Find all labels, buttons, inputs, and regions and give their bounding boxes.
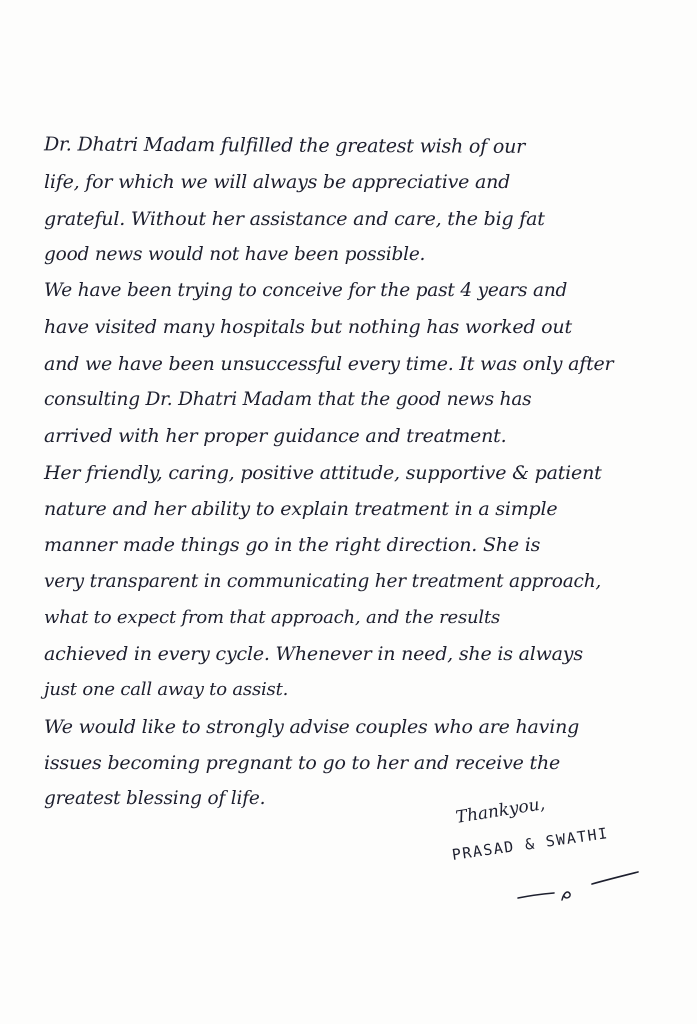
letter-line: manner made things go in the right direction. She is bbox=[44, 534, 541, 557]
letter-line: nature and her ability to explain treatment in a simple bbox=[44, 497, 558, 520]
letter-line: Her friendly, caring, positive attitude, supportive & patient bbox=[44, 461, 602, 484]
closing-thanks: Thankyou, bbox=[454, 794, 547, 828]
letter-line: Dr. Dhatri Madam fulfilled the greatest wish of our bbox=[43, 133, 526, 158]
letter-line: life, for which we will always be appreciative and bbox=[44, 171, 511, 194]
letter-line: achieved in every cycle. Whenever in need, she is always bbox=[44, 643, 583, 666]
signature-mark bbox=[514, 866, 644, 906]
letter-line: consulting Dr. Dhatri Madam that the good news has bbox=[44, 389, 532, 411]
letter-closing bbox=[450, 794, 682, 864]
letter-line: grateful. Without her assistance and care, the big fat bbox=[44, 207, 545, 230]
letter-line: good news would not have been possible. bbox=[44, 243, 426, 265]
letter-line: greatest blessing of life. bbox=[44, 788, 266, 810]
letter-line: very transparent in communicating her treatment approach, bbox=[44, 570, 602, 592]
letter-line: have visited many hospitals but nothing has worked out bbox=[44, 316, 572, 339]
letter-body bbox=[44, 128, 664, 818]
letter-line: and we have been unsuccessful every time. It was only after bbox=[44, 352, 614, 375]
letter-line: arrived with her proper guidance and treatment. bbox=[44, 425, 507, 448]
letter-line: We would like to strongly advise couples who are having bbox=[44, 715, 580, 738]
letter-line: We have been trying to conceive for the past 4 years and bbox=[44, 280, 568, 302]
letter-line: what to expect from that approach, and the results bbox=[44, 606, 501, 628]
signer-names: PRASAD & SWATHI bbox=[450, 824, 610, 864]
letter-line: issues becoming pregnant to go to her and receive the bbox=[44, 752, 561, 775]
letter-line: just one call away to assist. bbox=[44, 679, 289, 701]
